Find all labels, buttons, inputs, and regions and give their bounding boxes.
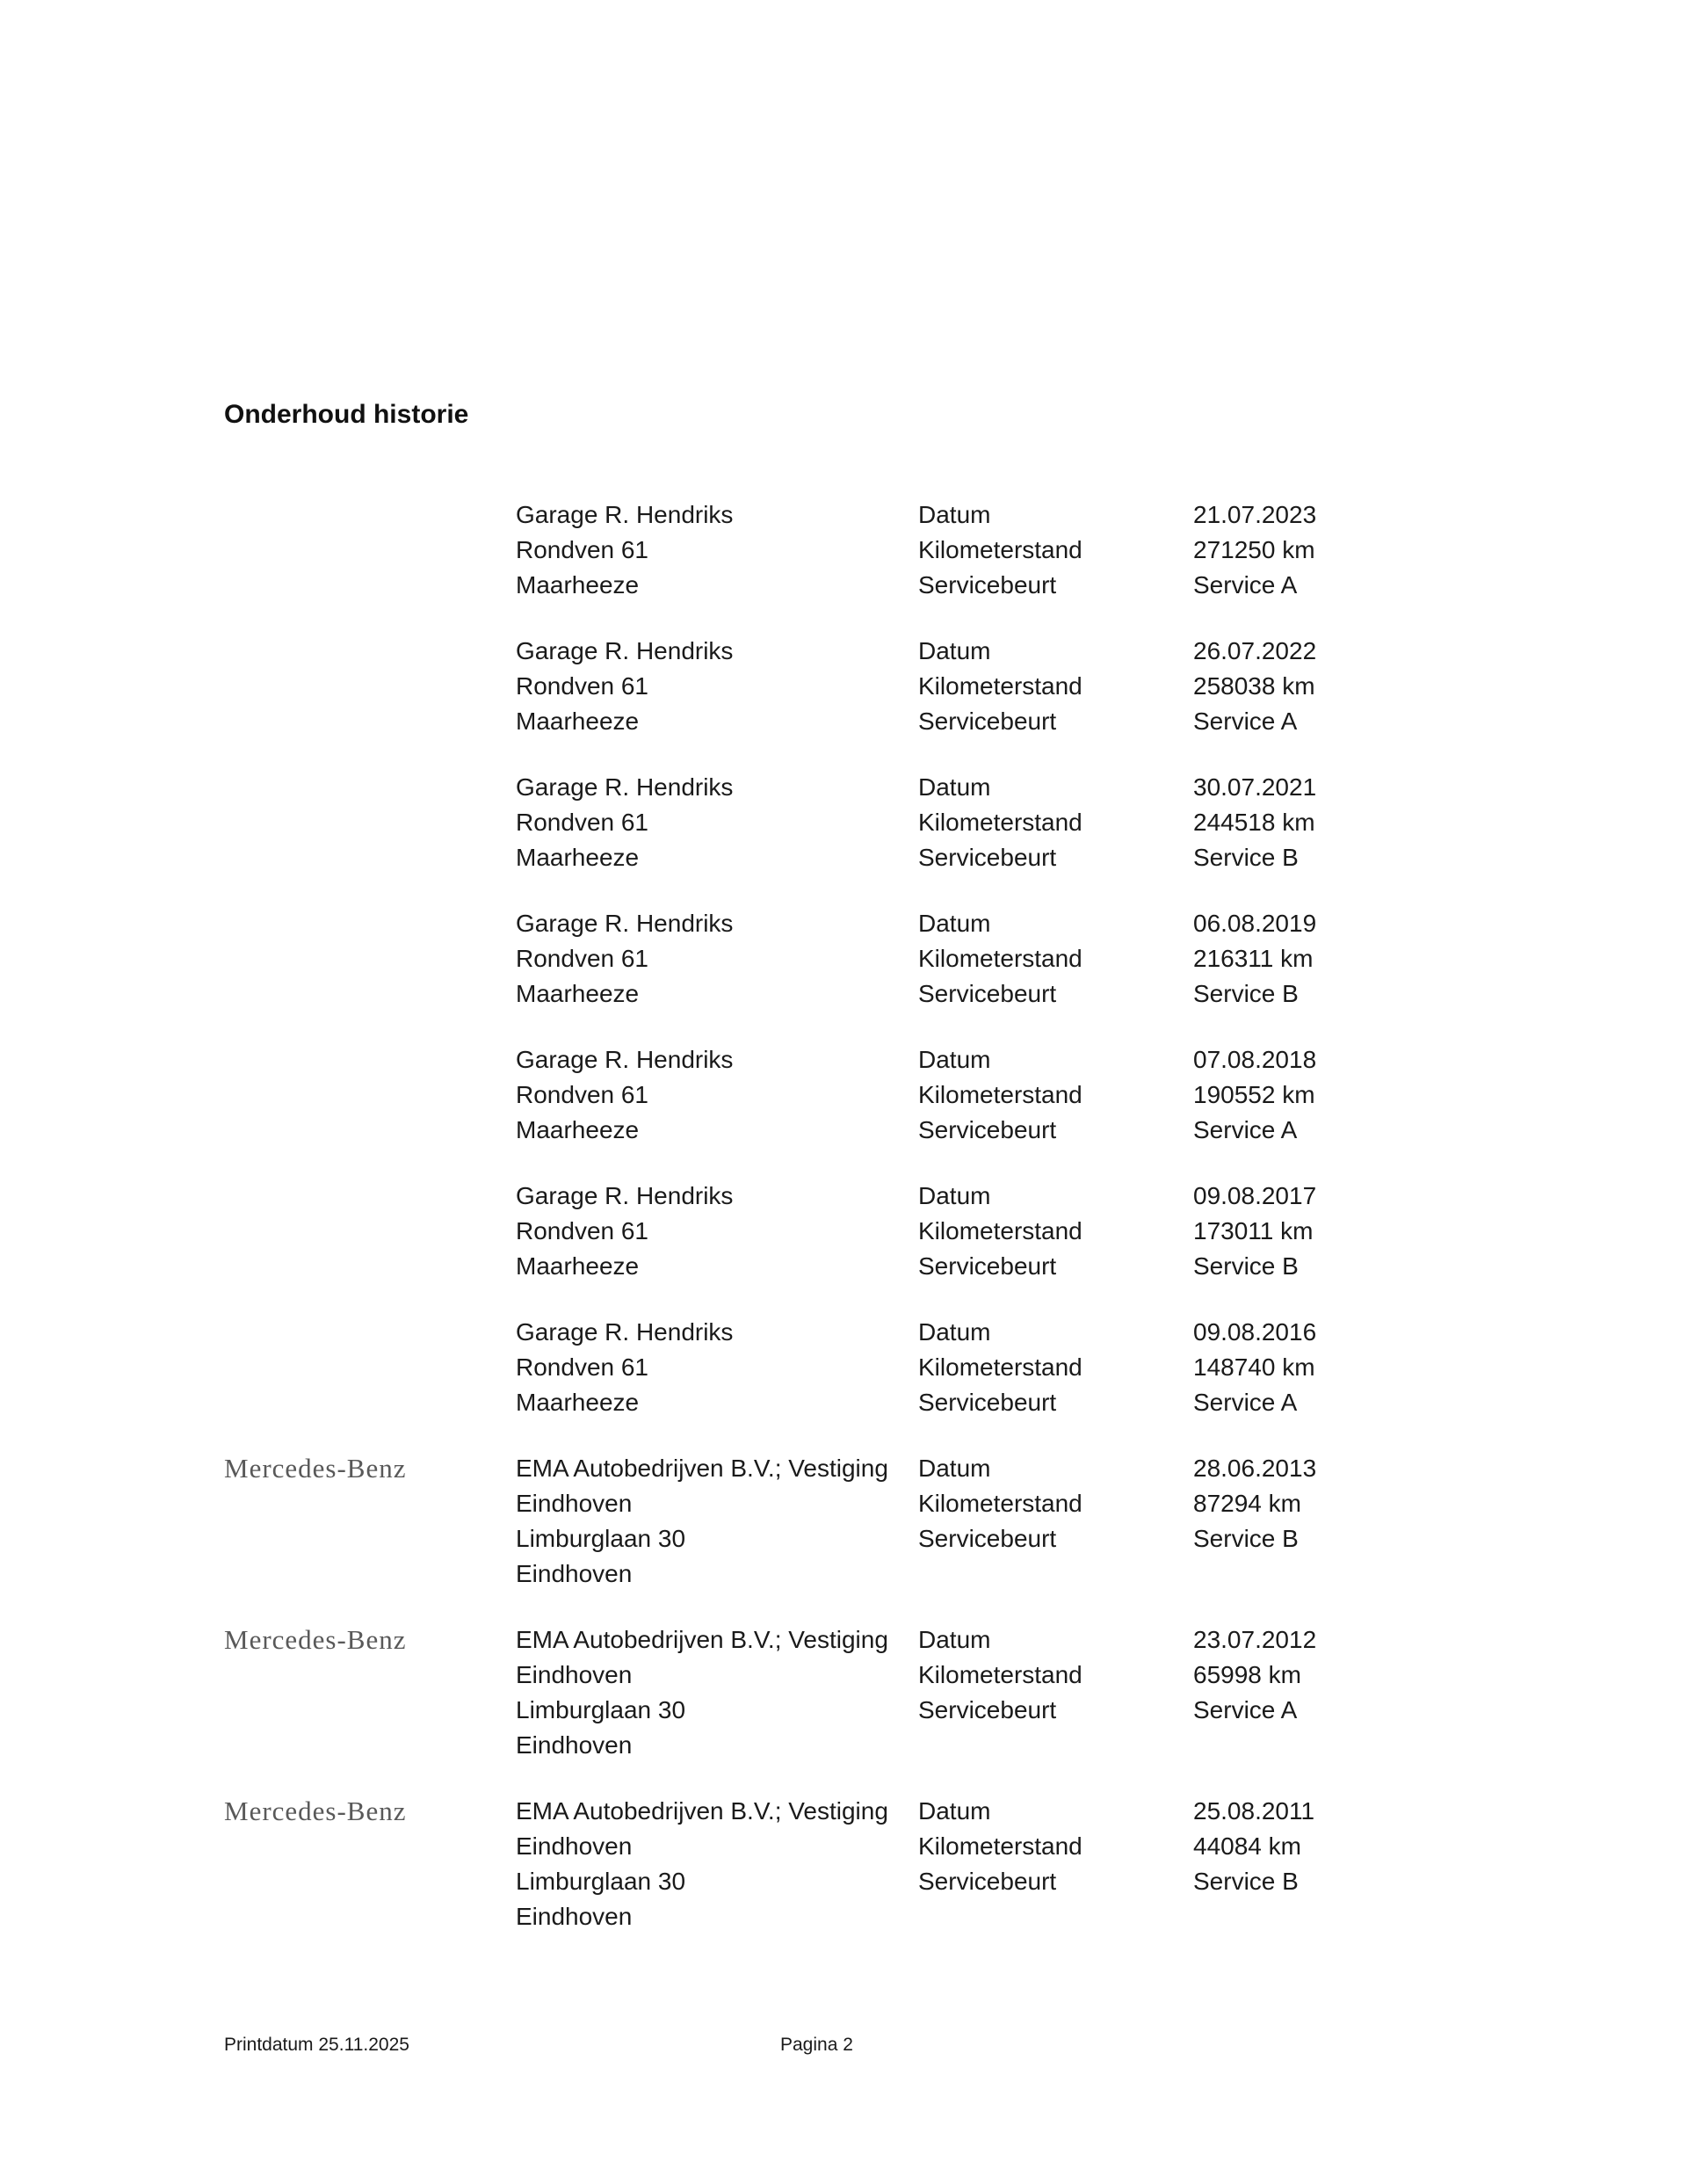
- garage-address-line: Maarheeze: [516, 1389, 640, 1416]
- garage-address-line: Limburglaan 30: [516, 1525, 686, 1552]
- km-value: 148740 km: [1193, 1353, 1315, 1381]
- field-values: [1193, 1179, 1483, 1284]
- mercedes-benz-logo: Mercedes-Benz: [224, 1624, 407, 1655]
- brand-column: [224, 1622, 516, 1658]
- km-value: 65998 km: [1193, 1661, 1301, 1688]
- km-label: Kilometerstand: [918, 1353, 1082, 1381]
- service-entry: [224, 634, 1489, 739]
- service-entry: [224, 1042, 1489, 1148]
- field-labels: [918, 1042, 1193, 1148]
- service-entry: [224, 1451, 1489, 1592]
- garage-address-line: Eindhoven: [516, 1560, 633, 1587]
- service-entry: [224, 770, 1489, 875]
- date-value: 28.06.2013: [1193, 1455, 1317, 1482]
- garage-address-line: Limburglaan 30: [516, 1868, 686, 1895]
- service-entry: [224, 1794, 1489, 1934]
- garage-address-line: Rondven 61: [516, 1081, 649, 1108]
- field-values: [1193, 1315, 1483, 1420]
- date-label: Datum: [918, 773, 991, 801]
- garage-address-line: Eindhoven: [516, 1832, 633, 1860]
- service-value: Service B: [1193, 1252, 1299, 1280]
- km-label: Kilometerstand: [918, 945, 1082, 972]
- service-value: Service B: [1193, 844, 1299, 871]
- garage-address-line: Maarheeze: [516, 707, 640, 735]
- brand-column: [224, 1451, 516, 1487]
- field-values: [1193, 1622, 1483, 1728]
- km-value: 271250 km: [1193, 536, 1315, 563]
- garage-address: [516, 1451, 918, 1592]
- km-value: 87294 km: [1193, 1490, 1301, 1517]
- km-label: Kilometerstand: [918, 1081, 1082, 1108]
- garage-address-line: Garage R. Hendriks: [516, 501, 734, 528]
- service-value: Service A: [1193, 571, 1298, 599]
- service-label: Servicebeurt: [918, 1696, 1057, 1723]
- service-label: Servicebeurt: [918, 844, 1057, 871]
- km-value: 190552 km: [1193, 1081, 1315, 1108]
- service-entry: [224, 906, 1489, 1012]
- km-label: Kilometerstand: [918, 809, 1082, 836]
- service-history-list: [224, 497, 1489, 1965]
- garage-address-line: Maarheeze: [516, 1116, 640, 1143]
- field-values: [1193, 1451, 1483, 1556]
- page-title: Onderhoud historie: [224, 400, 469, 429]
- field-labels: [918, 770, 1193, 875]
- date-value: 23.07.2012: [1193, 1626, 1317, 1653]
- field-values: [1193, 770, 1483, 875]
- print-date: Printdatum 25.11.2025: [224, 2035, 409, 2055]
- garage-address-line: EMA Autobedrijven B.V.; Vestiging: [516, 1797, 888, 1825]
- date-value: 25.08.2011: [1193, 1797, 1315, 1825]
- service-label: Servicebeurt: [918, 1389, 1057, 1416]
- garage-address: [516, 906, 918, 1012]
- date-label: Datum: [918, 1046, 991, 1073]
- field-labels: [918, 497, 1193, 603]
- garage-address-line: Rondven 61: [516, 1353, 649, 1381]
- garage-address-line: Eindhoven: [516, 1661, 633, 1688]
- field-values: [1193, 634, 1483, 739]
- garage-address-line: Rondven 61: [516, 672, 649, 700]
- garage-address-line: Rondven 61: [516, 809, 649, 836]
- date-value: 09.08.2017: [1193, 1182, 1317, 1209]
- service-label: Servicebeurt: [918, 980, 1057, 1007]
- garage-address: [516, 634, 918, 739]
- km-value: 216311 km: [1193, 945, 1314, 972]
- page-number: Pagina 2: [780, 2035, 853, 2055]
- km-label: Kilometerstand: [918, 1490, 1082, 1517]
- garage-address-line: Maarheeze: [516, 844, 640, 871]
- garage-address-line: Limburglaan 30: [516, 1696, 686, 1723]
- km-label: Kilometerstand: [918, 1217, 1082, 1244]
- service-value: Service A: [1193, 707, 1298, 735]
- mercedes-benz-logo: Mercedes-Benz: [224, 1796, 407, 1826]
- garage-address: [516, 1794, 918, 1934]
- date-label: Datum: [918, 501, 991, 528]
- garage-address-line: Maarheeze: [516, 980, 640, 1007]
- service-entry: [224, 497, 1489, 603]
- garage-address-line: Garage R. Hendriks: [516, 1318, 734, 1346]
- field-labels: [918, 1451, 1193, 1556]
- date-label: Datum: [918, 1455, 991, 1482]
- date-value: 21.07.2023: [1193, 501, 1317, 528]
- field-labels: [918, 1622, 1193, 1728]
- date-label: Datum: [918, 910, 991, 937]
- service-label: Servicebeurt: [918, 571, 1057, 599]
- date-label: Datum: [918, 1318, 991, 1346]
- garage-address-line: Garage R. Hendriks: [516, 773, 734, 801]
- garage-address-line: EMA Autobedrijven B.V.; Vestiging: [516, 1455, 888, 1482]
- field-labels: [918, 634, 1193, 739]
- garage-address-line: EMA Autobedrijven B.V.; Vestiging: [516, 1626, 888, 1653]
- km-value: 244518 km: [1193, 809, 1315, 836]
- service-label: Servicebeurt: [918, 1252, 1057, 1280]
- garage-address-line: Garage R. Hendriks: [516, 1046, 734, 1073]
- service-entry: [224, 1622, 1489, 1763]
- service-value: Service B: [1193, 1868, 1299, 1895]
- service-label: Servicebeurt: [918, 1116, 1057, 1143]
- field-labels: [918, 906, 1193, 1012]
- date-value: 07.08.2018: [1193, 1046, 1317, 1073]
- date-value: 30.07.2021: [1193, 773, 1317, 801]
- service-entry: [224, 1179, 1489, 1284]
- garage-address-line: Maarheeze: [516, 1252, 640, 1280]
- garage-address: [516, 1179, 918, 1284]
- date-value: 06.08.2019: [1193, 910, 1317, 937]
- date-label: Datum: [918, 1182, 991, 1209]
- date-label: Datum: [918, 1626, 991, 1653]
- field-values: [1193, 497, 1483, 603]
- field-labels: [918, 1794, 1193, 1899]
- garage-address-line: Rondven 61: [516, 536, 649, 563]
- page-footer: [0, 2032, 1687, 2062]
- km-label: Kilometerstand: [918, 1832, 1082, 1860]
- garage-address: [516, 1622, 918, 1763]
- garage-address-line: Rondven 61: [516, 945, 649, 972]
- mercedes-benz-logo: Mercedes-Benz: [224, 1453, 407, 1484]
- field-labels: [918, 1179, 1193, 1284]
- garage-address-line: Eindhoven: [516, 1731, 633, 1759]
- km-label: Kilometerstand: [918, 672, 1082, 700]
- km-value: 258038 km: [1193, 672, 1315, 700]
- km-value: 44084 km: [1193, 1832, 1301, 1860]
- field-values: [1193, 1794, 1483, 1899]
- garage-address-line: Eindhoven: [516, 1490, 633, 1517]
- km-value: 173011 km: [1193, 1217, 1314, 1244]
- km-label: Kilometerstand: [918, 536, 1082, 563]
- service-value: Service A: [1193, 1116, 1298, 1143]
- service-entry: [224, 1315, 1489, 1420]
- field-labels: [918, 1315, 1193, 1420]
- date-label: Datum: [918, 637, 991, 664]
- service-value: Service A: [1193, 1389, 1298, 1416]
- garage-address-line: Rondven 61: [516, 1217, 649, 1244]
- date-value: 26.07.2022: [1193, 637, 1317, 664]
- field-values: [1193, 1042, 1483, 1148]
- brand-column: [224, 1794, 516, 1830]
- date-value: 09.08.2016: [1193, 1318, 1317, 1346]
- km-label: Kilometerstand: [918, 1661, 1082, 1688]
- garage-address-line: Garage R. Hendriks: [516, 637, 734, 664]
- garage-address-line: Maarheeze: [516, 571, 640, 599]
- garage-address-line: Garage R. Hendriks: [516, 1182, 734, 1209]
- garage-address-line: Garage R. Hendriks: [516, 910, 734, 937]
- garage-address: [516, 1315, 918, 1420]
- garage-address-line: Eindhoven: [516, 1903, 633, 1930]
- date-label: Datum: [918, 1797, 991, 1825]
- garage-address: [516, 1042, 918, 1148]
- service-value: Service B: [1193, 980, 1299, 1007]
- service-label: Servicebeurt: [918, 1868, 1057, 1895]
- service-label: Servicebeurt: [918, 707, 1057, 735]
- garage-address: [516, 497, 918, 603]
- field-values: [1193, 906, 1483, 1012]
- service-value: Service A: [1193, 1696, 1298, 1723]
- garage-address: [516, 770, 918, 875]
- service-value: Service B: [1193, 1525, 1299, 1552]
- service-label: Servicebeurt: [918, 1525, 1057, 1552]
